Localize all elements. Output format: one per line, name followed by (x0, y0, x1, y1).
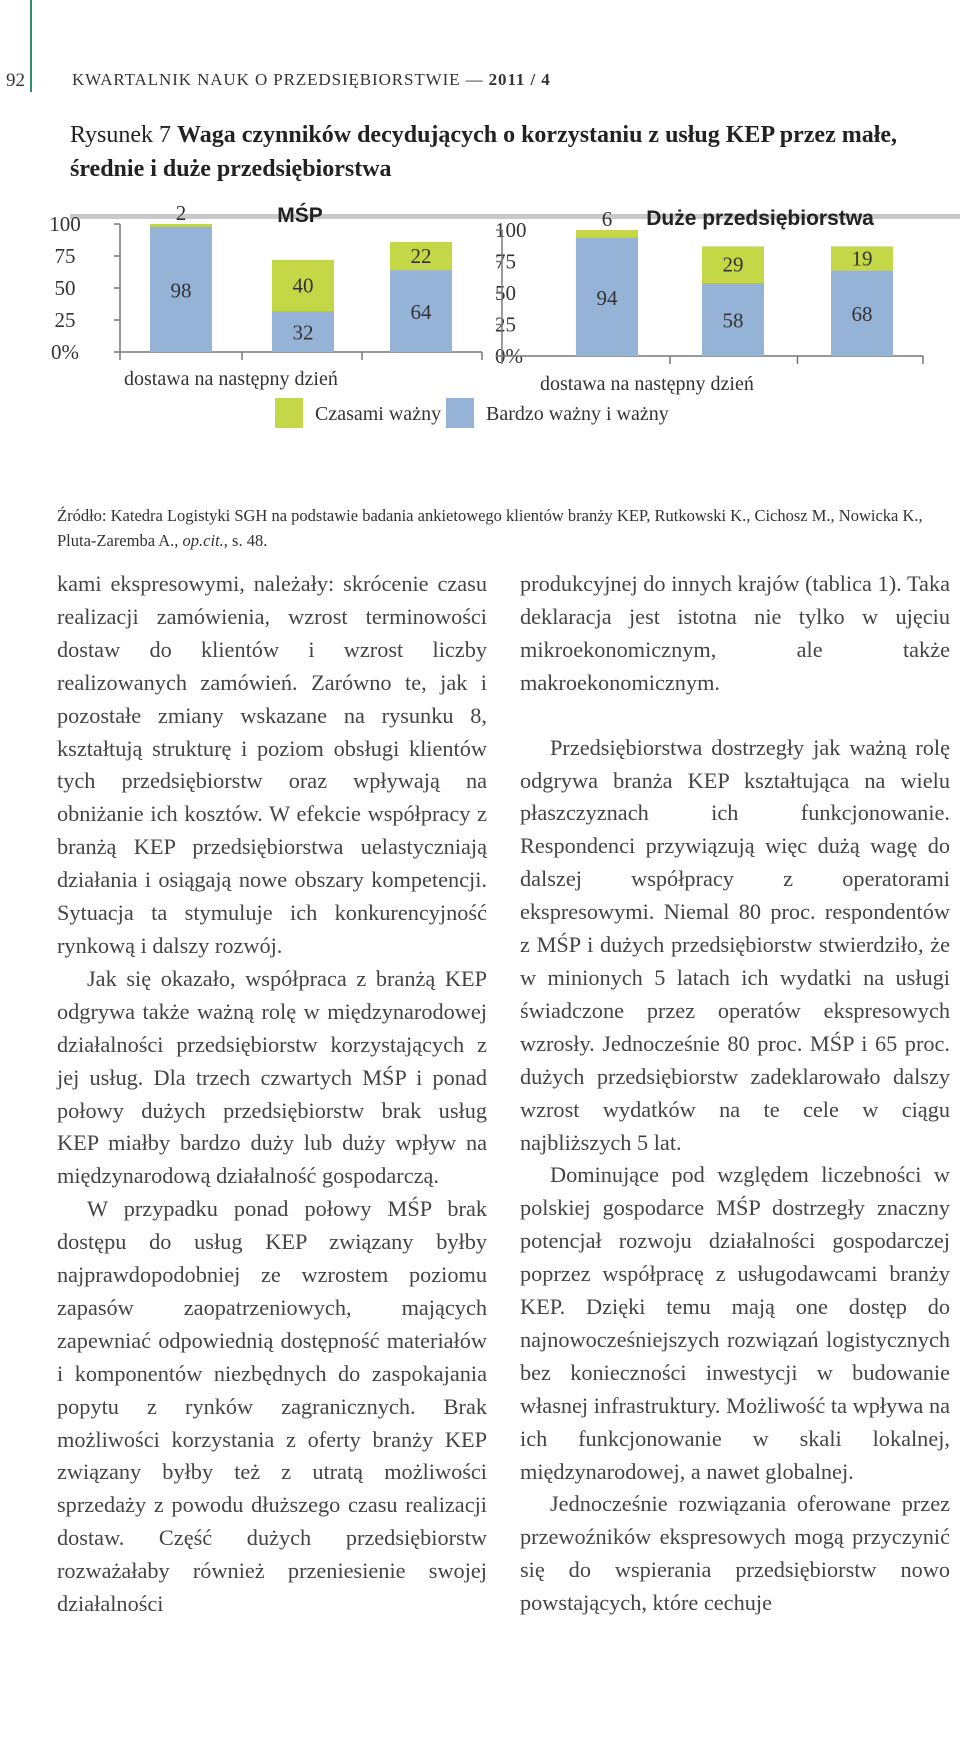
legend-label: Bardzo ważny i ważny (486, 403, 669, 425)
y-tick-label: 50 (495, 281, 516, 305)
margin-accent-line (30, 0, 32, 92)
bar-value-label: 94 (596, 285, 618, 310)
legend-swatch (275, 398, 303, 428)
bar-value-label: 32 (292, 320, 314, 345)
bar-value-label: 40 (292, 273, 314, 298)
bar-value-label: 19 (851, 246, 873, 271)
body-paragraph: Przedsiębiorstwa dostrzegły jak ważną rolę odgrywa branża KEP kształtująca na wielu płaszczyznach ich funkcjonowanie. Respondenci przywiązują więc dużą wagę do dalszej współpracy z operatorami ekspresowymi. Niemal 80 proc. respondentów z MŚP i dużych przedsiębiorstw stwierdziło, że w minionych 5 latach ich wydatki na usługi świadczone przez operatów ekspresowych wzrosły. Jednocześnie 80 proc. MŚP i 65 proc. dużych przedsiębiorstw zadeklarowało dalszy wzrost wydatków na te cele w ciągu najbliższych 5 lat. (520, 734, 950, 1155)
chart-title: MŚP (277, 204, 323, 227)
chart-panel-large (495, 207, 923, 395)
figure-title-text: Waga czynników decydujących o korzystaniu z usług KEP przez małe, średnie i duże przedsiębiorstwa (70, 122, 898, 182)
bar-value-label: 98 (170, 278, 192, 303)
figure-source (57, 503, 947, 553)
body-paragraph: W przypadku ponad połowy MŚP brak dostępu do usług KEP związany byłby najprawdopodobniej ze wzrostem poziomu zapasów zaopatrzeniowych, mających zapewniać odpowiednią dostępność materiałów i komponentów niezbędnych do zaspokajania popytu z rynków zagranicznych. Brak możliwości korzystania z oferty branży KEP związany byłby też z utratą możliwości sprzedaży z powodu dłuższego czasu realizacji dostaw. Część dużych przedsiębiorstw rozważałaby również przeniesienie swojej działalności (57, 1196, 487, 1617)
y-tick-label: 0% (51, 340, 79, 364)
bar-value-label: 58 (722, 308, 744, 333)
bar-segment-czasami-wazny (576, 230, 638, 238)
bar-value-label: 64 (410, 300, 432, 325)
bar-value-label: 6 (601, 207, 613, 231)
figure-title (70, 118, 950, 186)
body-paragraph: Jak się okazało, współpraca z branżą KEP odgrywa także ważną rolę w międzynarodowej działalności przedsiębiorstw korzystających z jej usług. Dla trzech czwartych MŚP i ponad połowy dużych przedsiębiorstw brak usług KEP miałby bardzo duży lub duży wpływ na międzynarodową działalność gospodarczą. (57, 965, 487, 1189)
body-paragraph: Jednocześnie rozwiązania oferowane przez przewoźników ekspresowych mogą przyczynić się do wspierania przedsiębiorstw nowo powstających, które cechuje (520, 1491, 950, 1616)
y-tick-label: 75 (54, 244, 76, 268)
bar-value-label: 22 (410, 244, 432, 268)
x-category-label: dostawa na następny dzień (124, 368, 338, 390)
bar-value-label: 2 (175, 201, 187, 225)
body-column-right (520, 568, 950, 1620)
journal-name: KWARTALNIK NAUK O PRZEDSIĘBIORSTWIE — (72, 70, 484, 89)
legend-label: Czasami ważny (315, 403, 442, 425)
bar-value-label: 68 (851, 302, 873, 327)
y-tick-label: 25 (495, 312, 516, 337)
journal-issue: 2011 / 4 (488, 70, 551, 89)
y-tick-label: 0% (495, 344, 523, 368)
y-tick-label: 100 (49, 212, 81, 236)
legend-swatch (446, 398, 474, 428)
y-tick-label: 50 (54, 276, 76, 300)
chart-panel-msp (49, 201, 482, 390)
source-italic: op.cit. (182, 531, 224, 550)
body-paragraph: produkcyjnej do innych krajów (tablica 1). Taka deklaracja jest istotna nie tylko w ujęciu mikroekonomicznym, ale także makroekonomicznym. (520, 571, 950, 695)
page-number: 92 (6, 70, 25, 91)
y-tick-label: 25 (54, 308, 76, 332)
bar-value-label: 29 (722, 252, 744, 277)
figure-label: Rysunek 7 (70, 122, 172, 148)
chart-legend (275, 398, 669, 428)
running-head (72, 70, 551, 90)
body-paragraph: kami ekspresowymi, należały: skrócenie czasu realizacji zamówienia, wzrost terminowości dostaw do klientów i wzrost liczby realizowanych zamówień. Zarówno te, jak i pozostałe zmiany wskazane na rysunku 8, kształtują strukturę i poziom obsługi klientów tych przedsiębiorstw oraz wpływają na obniżanie ich kosztów. W efekcie współpracy z branżą KEP przedsiębiorstwa uelastyczniają działania i osiągają nowe obszary kompetencji. Sytuacja ta stymuluje ich konkurencyjność rynkową i dalszy rozwój. (57, 571, 487, 958)
figure-chart (0, 200, 960, 480)
body-paragraph: Dominujące pod względem liczebności w polskiej gospodarce MŚP dostrzegły znaczny potencjał rozwoju działalności gospodarczej poprzez współpracę z usługodawcami branży KEP. Dzięki temu mają one dostęp do najnowocześniejszych rozwiązań logistycznych bez konieczności inwestycji w budowanie własnej infrastruktury. Możliwość ta wpływa na ich funkcjonowanie w skali lokalnej, międzynarodowej, a nawet globalnej. (520, 1162, 950, 1484)
x-category-label: dostawa na następny dzień (540, 373, 754, 395)
source-suffix: , s. 48. (223, 531, 268, 550)
chart-title: Duże przedsiębiorstwa (646, 207, 874, 230)
y-tick-label: 100 (495, 218, 527, 242)
y-tick-label: 75 (495, 249, 516, 274)
source-text: Źródło: Katedra Logistyki SGH na podstawie badania ankietowego klientów branży KEP, Rutkowski K., Cichosz M., Nowicka K., Pluta-Zaremba A., (57, 506, 923, 550)
body-column-left (57, 568, 487, 1621)
